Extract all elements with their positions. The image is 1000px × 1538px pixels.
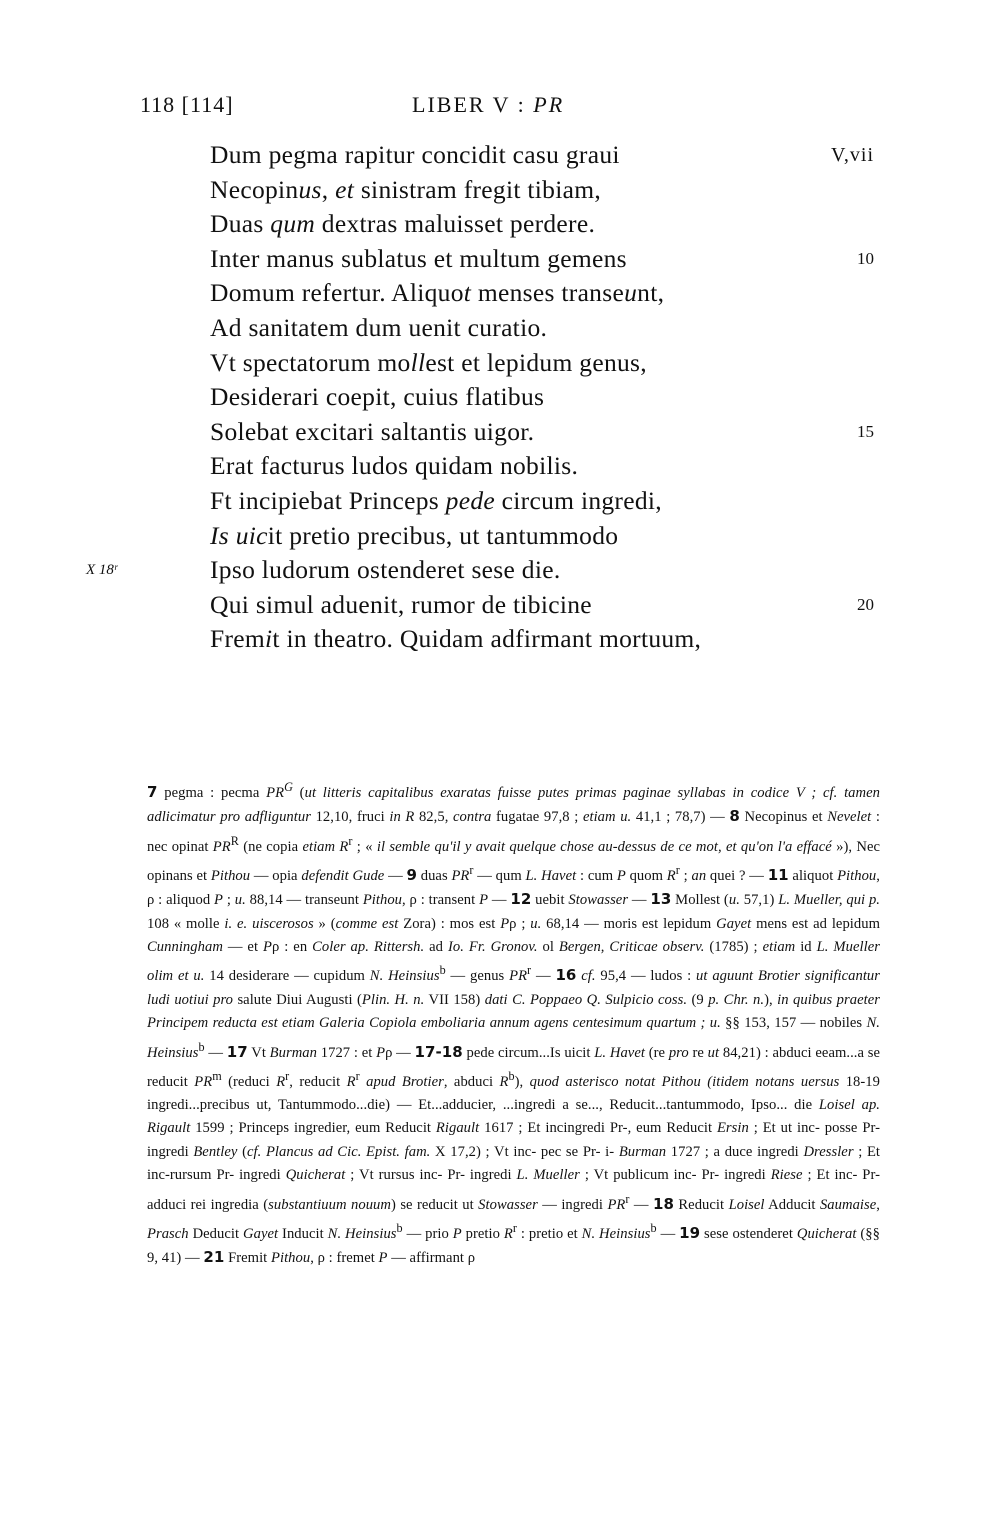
verse-text: Solebat excitari saltantis uigor.: [210, 416, 535, 446]
verse-text: Erat facturus ludos quidam nobilis.: [210, 451, 579, 481]
verse-line: [0, 311, 1000, 346]
critical-apparatus: 7 pegma : pecma $PR^G$ (ut litteris capitalibus exaratas fuisse putes primas paginae syllabas in codice V ; cf. tamen adlicimatur pro adfliguntur 12,10, fruci in R 82,5, contra fugatae 97,8 ; etiam u. 41,1 ; 78,7) — 8 Necopinus et Nevelet : nec opinat $PR^R$ (ne copia etiam $R^r$ ; « il semble qu'il y avait quelque chose au-dessus de ce mot, et qu'on l'a effacé »), Nec opinans et Pithou — opia defendit Gude — 9 duas $PR^r$ — qum L. Havet : cum P quom $R^r$ ; an quei ? — 11 aliquot Pithou, ρ : aliquod P ; u. 88,14 — transeunt Pithou, ρ : transent P — 12 uebit Stowasser — 13 Mollest (u. 57,1) L. Mueller, qui p. 108 « molle i. e. uiscerosos » (comme est Zora) : mos est Pρ ; u. 68,14 — moris est lepidum Gayet mens est ad lepidum Cunningham — et Pρ : en Coler ap. Rittersh. ad Io. Fr. Gronov. ol Bergen, Criticae observ. (1785) ; etiam id L. Mueller olim et u. 14 desiderare — cupidum N. Heinsius$^b$ — genus $PR^r$ — 16 cf. 95,4 — ludos : ut aguunt Brotier significantur ludi uotiui pro salute Diui Augusti (Plin. H. n. VII 158) dati C. Poppaeo Q. Sulpicio coss. (9 p. Chr. n.), in quibus praeter Principem reducta est etiam Galeria Copiola emboliaria annum agens centesimum quartum ; u. §§ 153, 157 — nobiles N. Heinsius$^b$ — 17 Vt Burman 1727 : et Pρ — 17-18 pede circum...Is uicit L. Havet (re pro re ut 84,21) : abduci eeam...a se reducit $PR^m$ (reduci $R^r$, reducit $R^r$ apud Brotier, abduci $R^b$), quod asterisco notat Pithou (itidem notans uersus 18-19 ingredi...precibus ut, Tantummodo...die) — Et...adducier, ...ingredi a se..., Reducit...tantummodo, Ipso... die Loisel ap. Rigault 1599 ; Princeps ingredier, eum Reducit Rigault 1617 ; Et incingredi Pr-, eum Reducit Ersin ; Et ut inc- posse Pr- ingredi Bentley (cf. Plancus ad Cic. Epist. fam. X 17,2) ; Vt inc- pec se Pr- i- Burman 1727 ; a duce ingredi Dressler ; Et inc-rursum Pr- ingredi Quicherat ; Vt rursus inc- Pr- ingredi L. Mueller ; Vt publicum inc- Pr- ingredi Riese ; Et inc- Pr- adduci rei ingredia (substantiuum nouum) se reducit ut Stowasser — ingredi $PR^r$ — 18 Reducit Loisel Adducit Saumaise, Prasch Deducit Gayet Inducit N. Heinsius$^b$ — prio P pretio $R^r$ : pretio et N. Heinsius$^b$ — 19 sese ostenderet Quicherat (§§ 9, 41) — 21 Fremit Pithou, ρ : fremet P — affirmant ρ: [147, 780, 881, 1267]
book-title: LIBER V: [412, 92, 511, 117]
running-head: [140, 92, 880, 122]
verse-line: [0, 138, 1000, 173]
verse-text: Dum pegma rapitur concidit casu graui: [210, 140, 620, 169]
line-number: 10: [857, 248, 874, 268]
verse-line: [0, 553, 1000, 588]
verse-text: Domum refertur. Aliquot menses transeunt,: [210, 278, 665, 308]
verse-line: [0, 346, 1000, 381]
folio-marker: X 18ʳ: [86, 562, 118, 579]
verse-text: Ad sanitatem dum uenit curatio.: [210, 312, 548, 342]
verse-block: [0, 138, 1000, 657]
verse-line: [0, 415, 1000, 450]
title-separator: :: [517, 92, 526, 117]
page-number: 118 [114]: [140, 92, 234, 117]
verse-text: Desiderari coepit, cuius flatibus: [210, 382, 545, 412]
verse-line: [0, 622, 1000, 657]
verse-line: [0, 242, 1000, 277]
running-title: [412, 92, 564, 118]
verse-line: [0, 519, 1000, 554]
verse-text: Vt spectatorum mollest et lepidum genus,: [210, 347, 647, 377]
verse-text: Ipso ludorum ostenderet sese die.: [210, 555, 561, 585]
line-number: 15: [857, 421, 874, 441]
manuscript-siglum: PR: [533, 92, 565, 117]
verse-text: Ft incipiebat Princeps pede circum ingredi,: [210, 485, 662, 515]
verse-line: [0, 173, 1000, 208]
verse-text: Inter manus sublatus et multum gemens: [210, 243, 627, 273]
source-reference: V,vii: [831, 144, 874, 166]
verse-line: [0, 484, 1000, 519]
verse-line: [0, 588, 1000, 623]
verse-line: [0, 380, 1000, 415]
line-number: 20: [857, 594, 874, 614]
verse-text: Qui simul aduenit, rumor de tibicine: [210, 589, 592, 619]
verse-line: [0, 276, 1000, 311]
verse-text: Duas qum dextras maluisset perdere.: [210, 209, 596, 239]
verse-text: Necopinus, et sinistram fregit tibiam,: [210, 174, 602, 204]
verse-text: Is uicit pretio precibus, ut tantummodo: [210, 520, 619, 550]
verse-line: [0, 207, 1000, 242]
verse-text: Fremit in theatro. Quidam adfirmant mortuum,: [210, 624, 702, 654]
verse-line: [0, 449, 1000, 484]
